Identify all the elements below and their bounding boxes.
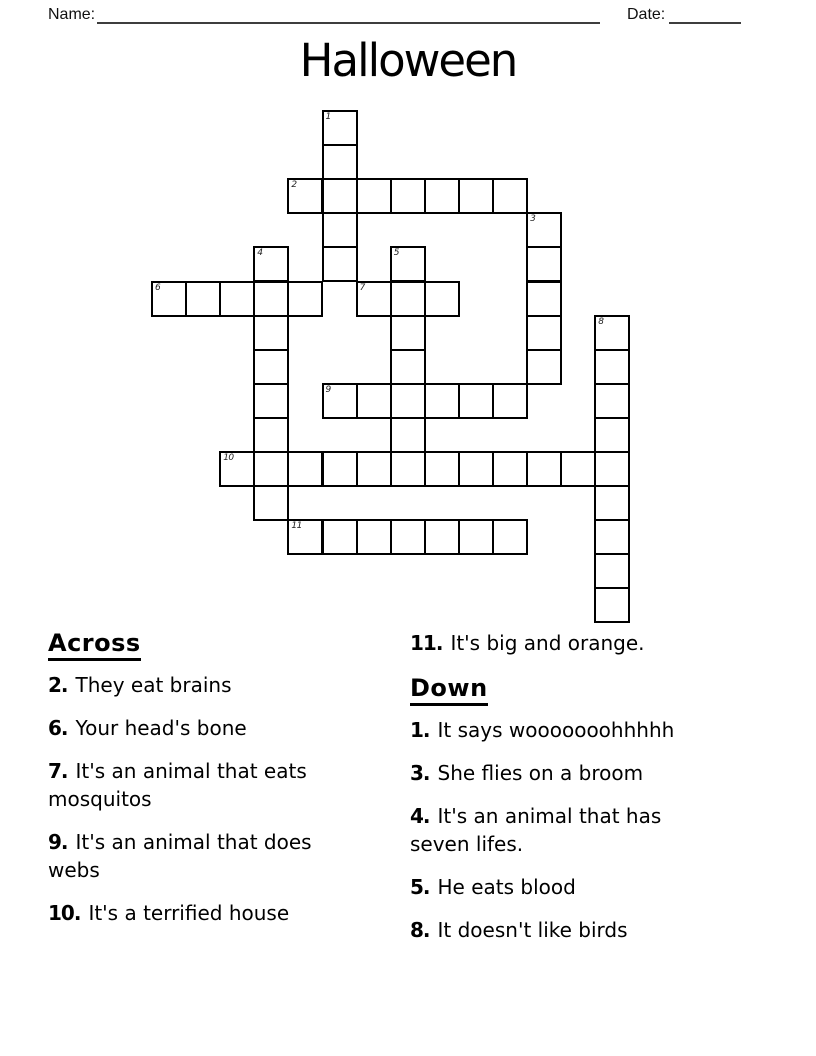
clue-number: 10. <box>48 901 81 925</box>
clue-across-11 <box>410 629 770 657</box>
grid-cell[interactable] <box>322 178 358 214</box>
grid-cell[interactable] <box>424 519 460 555</box>
down-clues-column <box>410 629 770 959</box>
grid-cell[interactable] <box>253 383 289 419</box>
grid-cell[interactable] <box>594 553 630 589</box>
grid-cell[interactable] <box>390 383 426 419</box>
across-heading: Across <box>48 629 141 661</box>
grid-cell[interactable] <box>253 349 289 385</box>
grid-cell[interactable] <box>322 451 358 487</box>
grid-cell[interactable] <box>492 383 528 419</box>
grid-cell[interactable] <box>390 519 426 555</box>
grid-cell[interactable] <box>390 349 426 385</box>
clue-text-line2: mosquitos <box>48 787 152 811</box>
clue-across-7 <box>48 757 393 813</box>
grid-cell[interactable] <box>287 519 323 555</box>
clue-number: 11. <box>410 631 443 655</box>
clue-number: 9. <box>48 830 68 854</box>
clue-across-2 <box>48 671 393 699</box>
clue-text: It doesn't like birds <box>437 918 628 942</box>
grid-cell[interactable] <box>287 451 323 487</box>
grid-cell[interactable] <box>424 383 460 419</box>
grid-cell[interactable] <box>390 281 426 317</box>
grid-cell[interactable] <box>253 485 289 521</box>
grid-cell[interactable] <box>560 451 596 487</box>
cell-number: 5 <box>393 248 399 259</box>
cell-number: 3 <box>530 214 536 225</box>
clue-text-line2: webs <box>48 858 100 882</box>
cell-number: 11 <box>291 521 302 532</box>
cell-number: 8 <box>598 316 604 327</box>
grid-cell[interactable] <box>390 417 426 453</box>
grid-cell[interactable] <box>594 519 630 555</box>
grid-cell[interactable] <box>322 383 358 419</box>
name-label: Name: <box>48 6 96 23</box>
grid-cell[interactable] <box>253 246 289 282</box>
grid-cell[interactable] <box>390 178 426 214</box>
grid-cell[interactable] <box>492 451 528 487</box>
grid-cell[interactable] <box>458 519 494 555</box>
grid-cell[interactable] <box>185 281 221 317</box>
grid-cell[interactable] <box>424 281 460 317</box>
grid-cell[interactable] <box>253 417 289 453</box>
grid-cell[interactable] <box>322 110 358 146</box>
down-heading: Down <box>410 674 488 706</box>
grid-cell[interactable] <box>458 451 494 487</box>
grid-cell[interactable] <box>458 178 494 214</box>
grid-cell[interactable] <box>322 519 358 555</box>
clue-down-5 <box>410 873 770 901</box>
clue-across-9 <box>48 828 393 884</box>
grid-cell[interactable] <box>287 281 323 317</box>
grid-cell[interactable] <box>526 315 562 351</box>
clue-down-8 <box>410 916 770 944</box>
clue-text: It's an animal that eats <box>75 759 307 783</box>
clue-text: It's an animal that has <box>437 804 662 828</box>
grid-cell[interactable] <box>356 178 392 214</box>
grid-cell[interactable] <box>219 281 255 317</box>
grid-cell[interactable] <box>526 246 562 282</box>
grid-cell[interactable] <box>356 281 392 317</box>
grid-cell[interactable] <box>390 246 426 282</box>
grid-cell[interactable] <box>151 281 187 317</box>
grid-cell[interactable] <box>390 451 426 487</box>
clue-across-10 <box>48 899 393 927</box>
page-title: Halloween <box>299 34 517 87</box>
grid-cell[interactable] <box>458 383 494 419</box>
clue-number: 8. <box>410 918 430 942</box>
grid-cell[interactable] <box>424 178 460 214</box>
grid-cell[interactable] <box>594 383 630 419</box>
grid-cell[interactable] <box>594 485 630 521</box>
grid-cell[interactable] <box>594 315 630 351</box>
grid-cell[interactable] <box>322 144 358 180</box>
clue-number: 1. <box>410 718 430 742</box>
grid-cell[interactable] <box>492 178 528 214</box>
grid-cell[interactable] <box>526 212 562 248</box>
clue-number: 2. <box>48 673 68 697</box>
cell-number: 7 <box>359 282 365 293</box>
clue-text: It's an animal that does <box>75 830 312 854</box>
clue-text: She flies on a broom <box>437 761 644 785</box>
grid-cell[interactable] <box>253 281 289 317</box>
clue-text: It's a terrified house <box>88 901 290 925</box>
grid-cell[interactable] <box>526 281 562 317</box>
grid-cell[interactable] <box>287 178 323 214</box>
cell-number: 2 <box>291 180 297 191</box>
clue-across-6 <box>48 714 393 742</box>
grid-cell[interactable] <box>322 212 358 248</box>
grid-cell[interactable] <box>356 451 392 487</box>
grid-cell[interactable] <box>424 451 460 487</box>
grid-cell[interactable] <box>219 451 255 487</box>
grid-cell[interactable] <box>594 349 630 385</box>
cell-number: 1 <box>325 112 331 122</box>
clue-text: Your head's bone <box>75 716 247 740</box>
across-clues-column <box>48 629 393 942</box>
grid-cell[interactable] <box>492 519 528 555</box>
grid-cell[interactable] <box>322 246 358 282</box>
clue-text: He eats blood <box>437 875 576 899</box>
cell-number: 9 <box>325 384 331 395</box>
clue-down-1 <box>410 716 770 744</box>
clue-number: 7. <box>48 759 68 783</box>
grid-cell[interactable] <box>253 315 289 351</box>
clue-text: It says wooooooohhhhh <box>437 718 675 742</box>
grid-cell[interactable] <box>526 349 562 385</box>
grid-cell[interactable] <box>390 315 426 351</box>
clue-number: 5. <box>410 875 430 899</box>
grid-cell[interactable] <box>594 417 630 453</box>
grid-cell[interactable] <box>356 383 392 419</box>
grid-cell[interactable] <box>594 451 630 487</box>
grid-cell[interactable] <box>253 451 289 487</box>
clue-text: It's big and orange. <box>450 631 645 655</box>
date-label: Date: <box>627 6 666 23</box>
cell-number: 6 <box>155 282 161 293</box>
cell-number: 4 <box>257 248 263 259</box>
cell-number: 10 <box>223 453 234 463</box>
clue-down-3 <box>410 759 770 787</box>
grid-cell[interactable] <box>526 451 562 487</box>
clue-number: 3. <box>410 761 430 785</box>
clue-text-line2: seven lifes. <box>410 832 524 856</box>
grid-cell[interactable] <box>594 587 630 623</box>
grid-cell[interactable] <box>356 519 392 555</box>
clue-down-4 <box>410 802 770 858</box>
clue-text: They eat brains <box>75 673 232 697</box>
clue-number: 6. <box>48 716 68 740</box>
clue-number: 4. <box>410 804 430 828</box>
